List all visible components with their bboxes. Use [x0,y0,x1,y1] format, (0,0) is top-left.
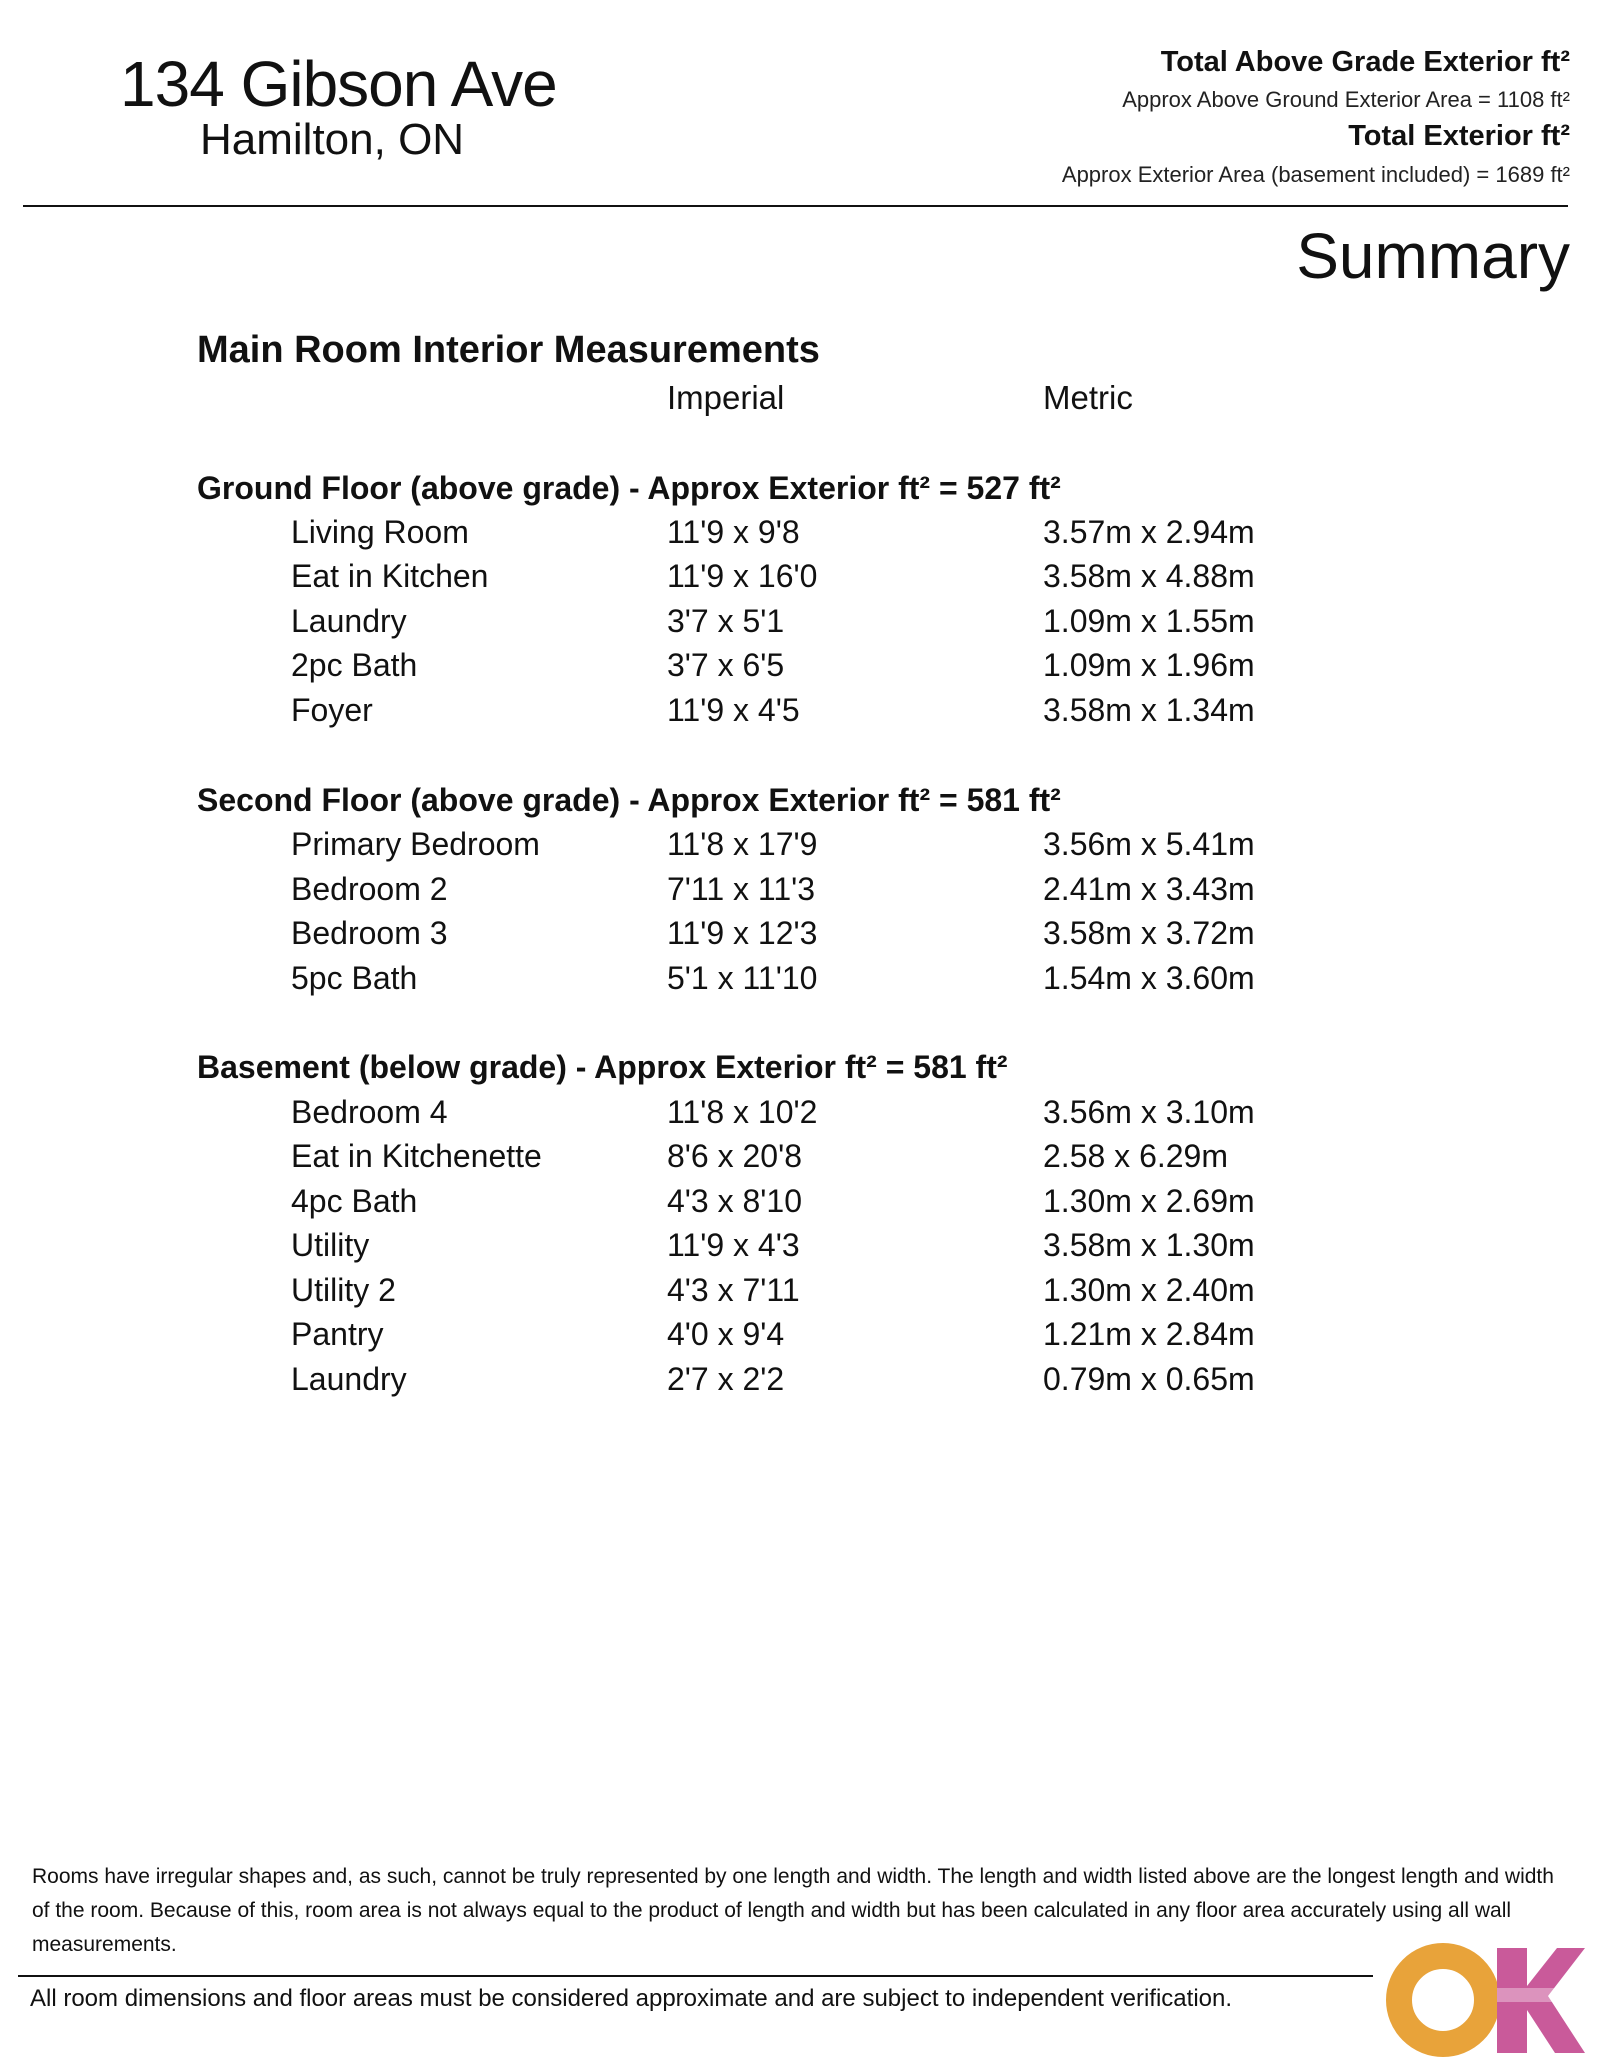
room-name: Laundry [291,1361,407,1397]
room-imperial: 3'7 x 6'5 [667,647,785,683]
header-divider [23,205,1568,207]
room-metric: 3.58m x 3.72m [1043,915,1255,951]
measurements-title: Main Room Interior Measurements [197,329,820,371]
room-metric: 1.21m x 2.84m [1043,1316,1255,1352]
room-imperial: 11'9 x 9'8 [667,514,800,550]
table-row [0,1268,1600,1312]
room-metric: 1.09m x 1.96m [1043,647,1255,683]
room-imperial: 11'8 x 10'2 [667,1094,818,1130]
room-name: Bedroom 3 [291,915,448,951]
room-imperial: 4'0 x 9'4 [667,1316,785,1352]
measurement-note: Rooms have irregular shapes and, as such, cannot be truly represented by one length and width. The length and width listed above are the longest length and width of the room. Because of this, room area is not always equal to the product of length and width but has been calculated in any floor area accurately using all wall measurements. [32,1865,1554,1956]
table-row [0,911,1600,955]
room-metric: 3.56m x 3.10m [1043,1094,1255,1130]
room-metric: 2.58 x 6.29m [1043,1138,1228,1174]
table-row [0,1312,1600,1356]
room-name: 2pc Bath [291,647,418,683]
column-header-metric: Metric [1043,379,1133,416]
floor-heading-basement: Basement (below grade) - Approx Exterior ft² = 581 ft² [197,1049,1008,1085]
room-imperial: 3'7 x 5'1 [667,603,785,639]
room-metric: 1.54m x 3.60m [1043,960,1255,996]
room-imperial: 4'3 x 8'10 [667,1183,802,1219]
room-name: Utility [291,1227,370,1263]
table-row [0,1134,1600,1178]
room-imperial: 7'11 x 11'3 [667,871,816,907]
ok-logo-icon [1385,1938,1585,2058]
room-name: Eat in Kitchen [291,558,489,594]
table-row [0,1223,1600,1267]
room-name: Eat in Kitchenette [291,1138,542,1174]
disclaimer: All room dimensions and floor areas must be considered approximate and are subject to independent verification. [30,1985,1233,2012]
total-exterior-label: Total Exterior ft² [1348,120,1570,152]
room-metric: 1.30m x 2.40m [1043,1272,1255,1308]
footer-divider [18,1975,1373,1977]
room-metric: 3.58m x 1.30m [1043,1227,1255,1263]
room-name: Bedroom 4 [291,1094,448,1130]
room-metric: 0.79m x 0.65m [1043,1361,1255,1397]
room-name: 5pc Bath [291,960,418,996]
room-metric: 3.58m x 1.34m [1043,692,1255,728]
table-row [0,822,1600,866]
room-imperial: 11'9 x 16'0 [667,558,818,594]
room-name: Bedroom 2 [291,871,448,907]
room-imperial: 11'9 x 12'3 [667,915,818,951]
floor-heading-ground: Ground Floor (above grade) - Approx Exterior ft² = 527 ft² [197,470,1061,506]
column-header-imperial: Imperial [667,379,785,416]
table-row [0,599,1600,643]
table-row [0,1357,1600,1401]
room-metric: 3.56m x 5.41m [1043,826,1255,862]
floor-heading-second: Second Floor (above grade) - Approx Exterior ft² = 581 ft² [197,782,1061,818]
above-ground-area: Approx Above Ground Exterior Area = 1108 ft² [1122,87,1570,112]
room-name: Foyer [291,692,373,728]
table-row [0,1179,1600,1223]
table-row [0,554,1600,598]
table-row [0,956,1600,1000]
summary-title: Summary [1296,220,1570,292]
table-row [0,510,1600,554]
address-city: Hamilton, ON [200,115,465,164]
room-name: Living Room [291,514,469,550]
room-imperial: 5'1 x 11'10 [667,960,818,996]
room-metric: 3.57m x 2.94m [1043,514,1255,550]
room-name: Pantry [291,1316,384,1352]
room-name: Laundry [291,603,407,639]
room-name: Primary Bedroom [291,826,540,862]
logo-band [1497,1988,1577,2002]
exterior-area: Approx Exterior Area (basement included) = 1689 ft² [1061,162,1570,187]
total-above-grade-label: Total Above Grade Exterior ft² [1160,46,1570,78]
room-imperial: 8'6 x 20'8 [667,1138,802,1174]
room-metric: 3.58m x 4.88m [1043,558,1255,594]
table-row [0,688,1600,732]
room-metric: 2.41m x 3.43m [1043,871,1255,907]
room-metric: 1.30m x 2.69m [1043,1183,1255,1219]
table-row [0,643,1600,687]
room-imperial: 4'3 x 7'11 [667,1272,800,1308]
room-metric: 1.09m x 1.55m [1043,603,1255,639]
table-row [0,1090,1600,1134]
logo-o-shape [1399,1956,1487,2044]
table-row [0,867,1600,911]
room-name: 4pc Bath [291,1183,418,1219]
room-imperial: 11'9 x 4'3 [667,1227,800,1263]
room-imperial: 11'9 x 4'5 [667,692,800,728]
address-street: 134 Gibson Ave [120,48,557,120]
brand-logo [1385,1938,1585,2058]
room-imperial: 2'7 x 2'2 [667,1361,785,1397]
room-imperial: 11'8 x 17'9 [667,826,818,862]
room-name: Utility 2 [291,1272,396,1308]
